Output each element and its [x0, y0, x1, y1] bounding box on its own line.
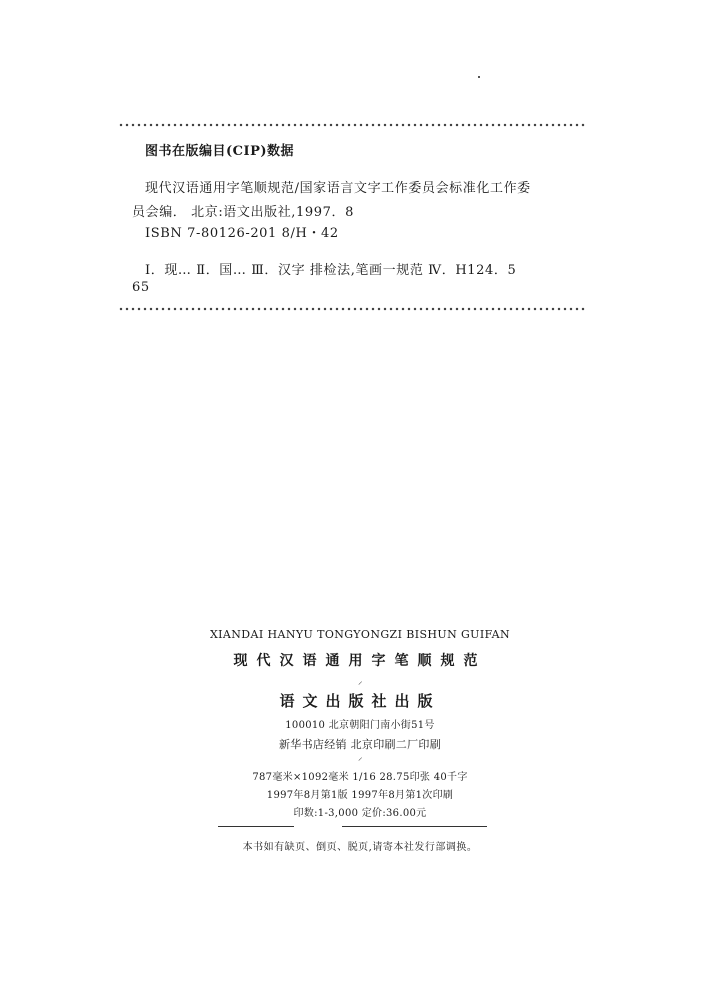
distribution-line: 新华书店经销 北京印刷二厂印刷	[279, 738, 441, 751]
cip-line-2: 员会编． 北京:语文出版社,1997．8	[132, 205, 354, 220]
cip-heading: 图书在版编目(CIP)数据	[145, 144, 295, 159]
cip-line-1: 现代汉语通用字笔顺规范/国家语言文字工作委员会标准化工作委	[145, 181, 531, 196]
pinyin-title: XIANDAI HANYU TONGYONGZI BISHUN GUIFAN	[209, 628, 511, 641]
cip-subjects: Ⅰ．现… Ⅱ．国… Ⅲ．汉字 排检法,笔画一规范 Ⅳ．H124．5	[145, 263, 517, 278]
cip-isbn: ISBN 7-80126-201 8/H・42	[145, 226, 339, 241]
tick-mark: ⸝	[358, 677, 363, 687]
cip-top-border	[118, 122, 586, 128]
divider-long	[342, 826, 487, 827]
edition-line: 1997年8月第1版 1997年8月第1次印刷	[266, 790, 454, 801]
publisher-line: 语文出版社出版	[279, 692, 441, 710]
print-run-price: 印数:1-3,000 定价:36.00元	[293, 808, 427, 819]
replacement-notice: 本书如有缺页、倒页、脱页,请寄本社发行部调换。	[242, 842, 478, 853]
divider-short	[218, 826, 294, 827]
tick-mark: ⸝	[358, 753, 363, 763]
print-specs: 787毫米×1092毫米 1/16 28.75印张 40千字	[252, 772, 468, 783]
cip-classification-cont: 65	[132, 280, 150, 295]
publisher-address: 100010 北京朝阳门南小街51号	[285, 720, 435, 731]
book-title: 现代汉语通用字笔顺规范	[233, 653, 487, 669]
cip-bottom-border	[118, 306, 586, 312]
stray-dot	[478, 76, 480, 78]
